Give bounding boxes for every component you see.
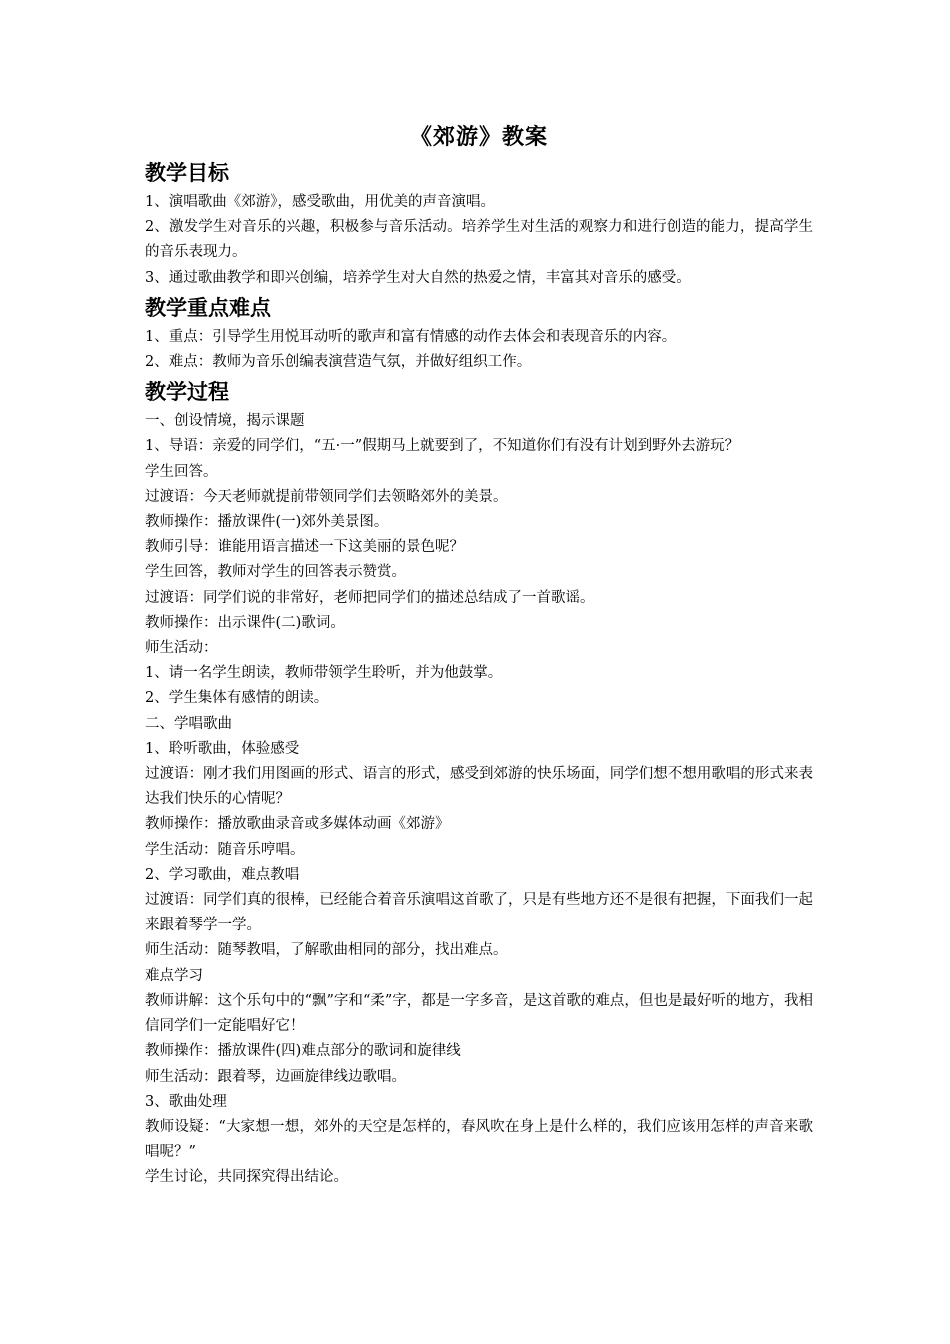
paragraph: 一、创设情境，揭示课题 [145,413,305,430]
paragraph: 难点学习 [145,967,203,984]
paragraph: 3、歌曲处理 [145,1093,227,1110]
paragraph: 1、演唱歌曲《郊游》，感受歌曲，用优美的声音演唱。 [145,194,495,210]
section-heading: 教学重点难点 [145,295,271,320]
document-page [145,120,813,1191]
paragraph: 学生回答。 [145,463,218,480]
paragraph: 教师讲解：这个乐句中的“飘”字和“柔”字，都是一字多音，是这首歌的难点，但也是最好听的地方，我相信同学们一定能唱好它！ [145,992,813,1035]
paragraph: 学生讨论，共同探究得出结论。 [145,1169,348,1186]
paragraph: 1、导语：亲爱的同学们，“五·一”假期马上就要到了，不知道你们有没有计划到野外去游玩？ [145,438,740,455]
section [145,291,813,375]
paragraph: 教师引导：谁能用语言描述一下这美丽的景色呢？ [145,539,464,556]
paragraph: 教师操作：播放课件(一)郊外美景图。 [145,514,389,531]
paragraph: 1、聆听歌曲，体验感受 [145,740,300,757]
paragraph: 过渡语：今天老师就提前带领同学们去领略郊外的美景。 [145,488,508,505]
paragraph: 1、请一名学生朗读，教师带领学生聆听，并为他鼓掌。 [145,665,503,682]
paragraph: 过渡语：同学们说的非常好，老师把同学们的描述总结成了一首歌谣。 [145,589,595,606]
paragraph: 1、重点：引导学生用悦耳动听的歌声和富有情感的动作去体会和表现音乐的内容。 [145,328,677,345]
paragraph: 过渡语：刚才我们用图画的形式、语言的形式，感受到郊游的快乐场面，同学们想不想用歌唱的形式来表达我们快乐的心情呢？ [145,766,813,808]
paragraph: 学生回答，教师对学生的回答表示赞赏。 [145,564,406,581]
section-heading: 教学过程 [145,380,229,405]
paragraph: 师生活动： [145,640,218,657]
paragraph: 师生活动：跟着琴，边画旋律线边歌唱。 [145,1068,406,1085]
paragraph: 2、学习歌曲，难点教唱 [145,866,300,883]
paragraph: 3、通过歌曲教学和即兴创编，培养学生对大自然的热爱之情，丰富其对音乐的感受。 [145,269,691,286]
paragraph: 教师操作：播放课件(四)难点部分的歌词和旋律线 [145,1043,461,1060]
paragraph: 2、难点：教师为音乐创编表演营造气氛，并做好组织工作。 [145,354,532,371]
paragraph: 2、激发学生对音乐的兴趣，积极参与音乐活动。培养学生对生活的观察力和进行创造的能力，提高学生的音乐表现力。 [145,219,813,261]
paragraph: 学生活动：随音乐哼唱。 [145,841,305,858]
paragraph: 过渡语：同学们真的很棒，已经能合着音乐演唱这首歌了，只是有些地方还不是很有把握，下面我们一起来跟着琴学一学。 [145,892,813,934]
paragraph: 教师设疑：“大家想一想，郊外的天空是怎样的，春风吹在身上是什么样的，我们应该用怎样的声音来歌唱呢？” [145,1118,813,1161]
document-title: 《郊游》教案 [409,124,548,150]
paragraph: 二、学唱歌曲 [145,715,232,732]
document-body [145,156,813,1191]
section-heading: 教学目标 [145,161,229,185]
section [145,375,813,1190]
section [145,156,813,291]
paragraph: 教师操作：出示课件(二)歌词。 [145,614,345,631]
paragraph: 教师操作：播放歌曲录音或多媒体动画《郊游》 [145,816,450,833]
paragraph: 师生活动：随琴教唱，了解歌曲相同的部分，找出难点。 [145,942,508,959]
paragraph: 2、学生集体有感情的朗读。 [145,690,329,707]
